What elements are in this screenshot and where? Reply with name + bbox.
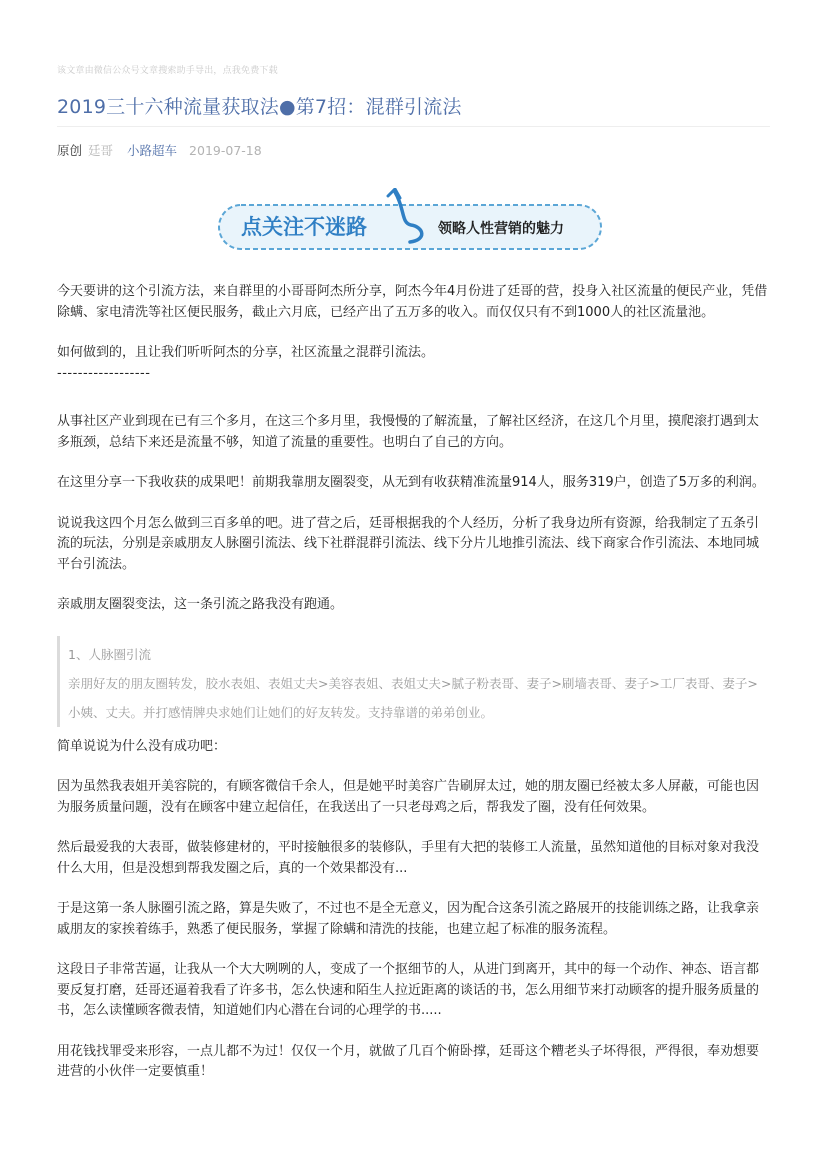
banner-right-text: 领略人性营销的魅力 bbox=[438, 221, 564, 237]
paragraph: 然后最爱我的大表哥，做装修建材的，平时接触很多的装修队，手里有大把的装修工人流量，虽然知道他的目标对象对我没什么大用，但是没想到帮我发圈之后，真的一个效果都没有... bbox=[57, 840, 760, 876]
paragraph: 用花钱找罪受来形容，一点儿都不为过！仅仅一个月，就做了几百个俯卧撑，廷哥这个糟老头子坏得很，严得很，奉劝想要进营的小伙伴一定要慎重！ bbox=[57, 1043, 760, 1079]
paragraph: 亲戚朋友圈裂变法，这一条引流之路我没有跑通。 bbox=[57, 597, 344, 612]
original-tag: 原创 bbox=[57, 143, 83, 158]
paragraph: 简单说说为什么没有成功吧： bbox=[57, 738, 227, 754]
article-meta bbox=[57, 141, 262, 159]
title-divider bbox=[57, 126, 770, 127]
follow-banner bbox=[217, 188, 603, 252]
paragraph: 说说我这四个月怎么做到三百多单的吧。进了营之后，廷哥根据我的个人经历，分析了我身边所有资源，给我制定了五条引流的玩法，分别是亲戚朋友人脉圈引流法、线下社群混群引流法、线下分片儿地推引流法、线下商家合作引流法、本地同城平台引流法。 bbox=[57, 515, 760, 572]
quote-title: 1、人脉圈引流 bbox=[68, 646, 151, 662]
paragraph: 因为虽然我表姐开美容院的，有顾客微信千余人，但是她平时美容广告刷屏太过，她的朋友圈已经被太多人屏蔽，可能也因为服务质量问题，没有在顾客中建立起信任，在我送出了一只老母鸡之后，帮我发了圈，没有任何效果。 bbox=[57, 779, 760, 815]
paragraph: 这段日子非常苦逼，让我从一个大大咧咧的人，变成了一个抠细节的人，从进门到离开，其中的每一个动作、神态、语言都要反复打磨，廷哥还逼着我看了许多书，怎么快速和陌生人拉近距离的谈话的书，怎么用细节来打动顾客的提升服务质量的书，怎么读懂顾客微表情，知道她们内心潜在台词的心理学的书..... bbox=[57, 962, 760, 1018]
author-name: 廷哥 bbox=[88, 143, 114, 158]
quote-body: 亲朋好友的朋友圈转发，胶水表姐、表姐丈夫>美容表姐、表姐丈夫>腻子粉表哥、妻子>刷墙表哥、妻子>工厂表哥、妻子>小姨、丈夫。并打感情牌央求她们让她们的好友转发。支持靠谱的弟弟创业。 bbox=[68, 675, 758, 720]
dash-divider: ------------------ bbox=[57, 365, 151, 381]
paragraph: 从事社区产业到现在已有三个多月，在这三个多月里，我慢慢的了解流量，了解社区经济，在这几个月里，摸爬滚打遇到太多瓶颈，总结下来还是流量不够，知道了流量的重要性。也明白了自己的方向。 bbox=[57, 414, 760, 450]
publish-date: 2019-07-18 bbox=[189, 143, 262, 158]
export-notice-link[interactable]: 该文章由微信公众号文章搜索助手导出，点我免费下载 bbox=[57, 66, 278, 76]
article-body bbox=[57, 282, 770, 1103]
paragraph: 今天要讲的这个引流方法，来自群里的小哥哥阿杰所分享，阿杰今年4月份进了廷哥的营，投身入社区流量的便民产业，凭借除螨、家电清洗等社区便民服务，截止六月底，已经产出了五万多的收入。而仅仅只有不到1000人的社区流量池。 bbox=[57, 284, 768, 320]
paragraph: 在这里分享一下我收获的成果吧！前期我靠朋友圈裂变，从无到有收获精准流量914人，服务319户，创造了5万多的利润。 bbox=[57, 475, 765, 490]
article-title: 2019三十六种流量获取法●第7招：混群引流法 bbox=[57, 96, 462, 118]
paragraph: 如何做到的，且让我们听听阿杰的分享，社区流量之混群引流法。 bbox=[57, 345, 435, 360]
blockquote bbox=[57, 636, 770, 727]
account-name-link[interactable]: 小路超车 bbox=[127, 143, 178, 158]
paragraph: 于是这第一条人脉圈引流之路，算是失败了，不过也不是全无意义，因为配合这条引流之路展开的技能训练之路，让我拿亲戚朋友的家挨着练手，熟悉了便民服务，掌握了除螨和清洗的技能，也建立起了标准的服务流程。 bbox=[57, 901, 760, 937]
banner-left-text: 点关注不迷路 bbox=[241, 215, 367, 239]
